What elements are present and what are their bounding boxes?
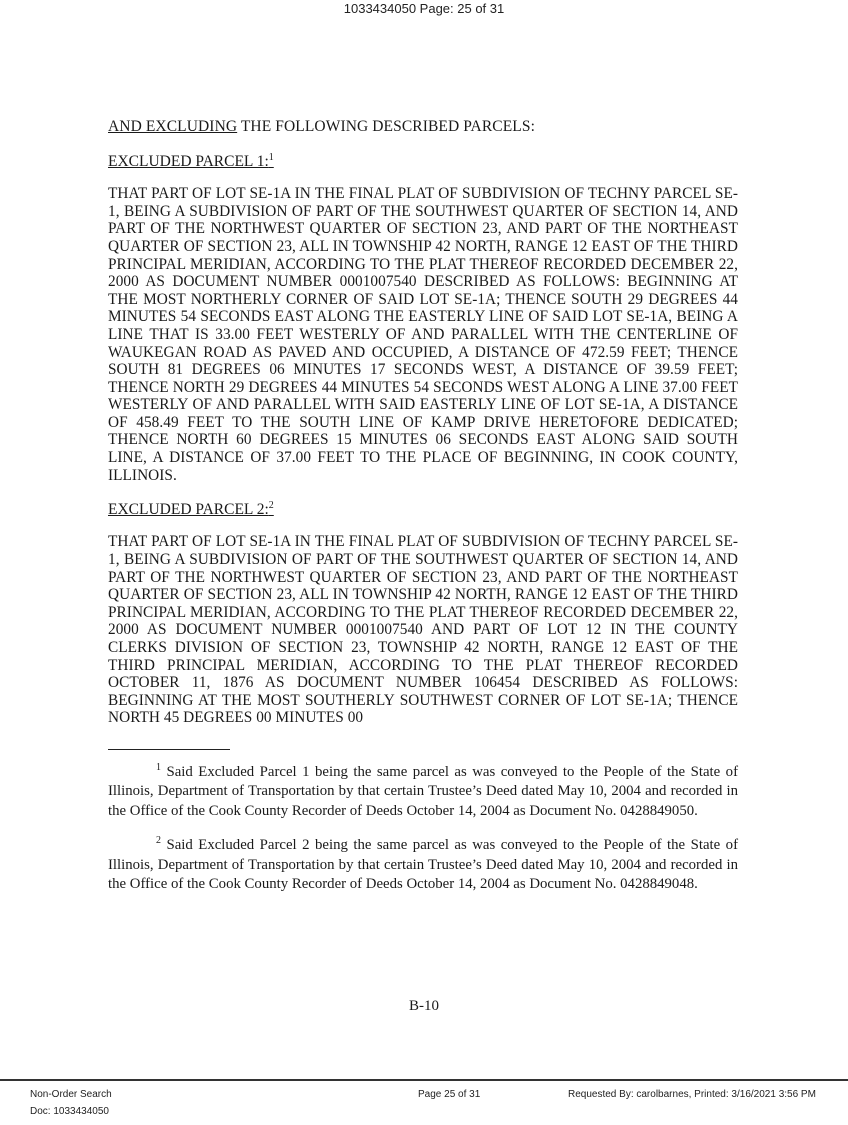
- document-body: [108, 118, 738, 905]
- footnote-2: [108, 831, 738, 894]
- footnote-2-marker: 2: [156, 835, 161, 847]
- exclusion-intro: [108, 118, 738, 136]
- parcel1-footnote-marker: 1: [268, 152, 274, 163]
- footer-divider: [0, 1079, 848, 1081]
- footer-requested-by: Requested By: carolbarnes, Printed: 3/16/2021 3:56 PM: [568, 1089, 816, 1100]
- footer-search-type: Non-Order Search: [30, 1089, 112, 1100]
- footer-doc-number: Doc: 1033434050: [30, 1106, 109, 1117]
- parcel2-heading: [108, 500, 738, 519]
- parcel1-legal-description: THAT PART OF LOT SE-1A IN THE FINAL PLAT OF SUBDIVISION OF TECHNY PARCEL SE-1, BEING A SUBDIVISION OF PART OF THE SOUTHWEST QUARTER OF SECTION 14, AND PART OF THE NORTHWEST QUARTER OF SECTION 23, AND PART OF THE NORTHEAST QUARTER OF SECTION 23, ALL IN TOWNSHIP 42 NORTH, RANGE 12 EAST OF THE THIRD PRINCIPAL MERIDIAN, ACCORDING TO THE PLAT THEREOF RECORDED DECEMBER 22, 2000 AS DOCUMENT NUMBER 0001007540 DESCRIBED AS FOLLOWS: BEGINNING AT THE MOST NORTHERLY CORNER OF SAID LOT SE-1A; THENCE SOUTH 29 DEGREES 44 MINUTES 54 SECONDS EAST ALONG THE EASTERLY LINE OF SAID LOT SE-1A, BEING A LINE THAT IS 33.00 FEET WESTERLY OF AND PARALLEL WITH THE CENTERLINE OF WAUKEGAN ROAD AS PAVED AND OCCUPIED, A DISTANCE OF 472.59 FEET; THENCE SOUTH 81 DEGREES 06 MINUTES 17 SECONDS WEST, A DISTANCE OF 39.59 FEET; THENCE NORTH 29 DEGREES 44 MINUTES 54 SECONDS WEST ALONG A LINE 37.00 FEET WESTERLY OF AND PARALLEL WITH SAID EASTERLY LINE OF LOT SE-1A, A DISTANCE OF 458.49 FEET TO THE SOUTH LINE OF KAMP DRIVE HERETOFORE DEDICATED; THENCE NORTH 60 DEGREES 15 MINUTES 06 SECONDS EAST ALONG SAID SOUTH LINE, A DISTANCE OF 37.00 FEET TO THE PLACE OF BEGINNING, IN COOK COUNTY, ILLINOIS.: [108, 185, 738, 484]
- footnote-2-text: Said Excluded Parcel 2 being the same parcel as was conveyed to the People of the State of Illinois, Department of Transportation by that certain Trustee’s Deed dated May 10, 2004 and recorded in the Office of the Cook County Recorder of Deeds October 14, 2004 as Document No. 0428849048.: [108, 837, 738, 893]
- exclusion-intro-underlined: AND EXCLUDING: [108, 118, 238, 135]
- footnote-1-text: Said Excluded Parcel 1 being the same parcel as was conveyed to the People of the State of Illinois, Department of Transportation by that certain Trustee’s Deed dated May 10, 2004 and recorded in the Office of the Cook County Recorder of Deeds October 14, 2004 as Document No. 0428849050.: [108, 763, 738, 819]
- exclusion-intro-rest: THE FOLLOWING DESCRIBED PARCELS:: [237, 118, 535, 135]
- parcel1-heading: [108, 152, 738, 171]
- parcel2-footnote-marker: 2: [268, 500, 274, 512]
- footnote-divider: [108, 749, 230, 750]
- footer-page: Page 25 of 31: [418, 1089, 481, 1100]
- document-page-header: 1033434050 Page: 25 of 31: [343, 1, 505, 16]
- footnote-1-marker: 1: [156, 761, 161, 773]
- parcel1-heading-text: EXCLUDED PARCEL 1:: [108, 153, 269, 171]
- parcel2-legal-description: THAT PART OF LOT SE-1A IN THE FINAL PLAT OF SUBDIVISION OF TECHNY PARCEL SE-1, BEING A SUBDIVISION OF PART OF THE SOUTHWEST QUARTER OF SECTION 14, AND PART OF THE NORTHWEST QUARTER OF SECTION 23, AND PART OF THE NORTHEAST QUARTER OF SECTION 23, ALL IN TOWNSHIP 42 NORTH, RANGE 12 EAST OF THE THIRD PRINCIPAL MERIDIAN, ACCORDING TO THE PLAT THEREOF RECORDED DECEMBER 22, 2000 AS DOCUMENT NUMBER 0001007540 AND PART OF LOT 12 IN THE COUNTY CLERKS DIVISION OF SECTION 23, TOWNSHIP 42 NORTH, RANGE 12 EAST OF THE THIRD PRINCIPAL MERIDIAN, ACCORDING TO THE PLAT THEREOF RECORDED OCTOBER 11, 1876 AS DOCUMENT NUMBER 106454 DESCRIBED AS FOLLOWS: BEGINNING AT THE MOST SOUTHERLY SOUTHWEST CORNER OF LOT SE-1A; THENCE NORTH 45 DEGREES 00 MINUTES 00: [108, 533, 738, 727]
- footnote-1: [108, 758, 738, 821]
- page-number: B-10: [409, 998, 439, 1014]
- parcel2-heading-text: EXCLUDED PARCEL 2:: [108, 501, 269, 519]
